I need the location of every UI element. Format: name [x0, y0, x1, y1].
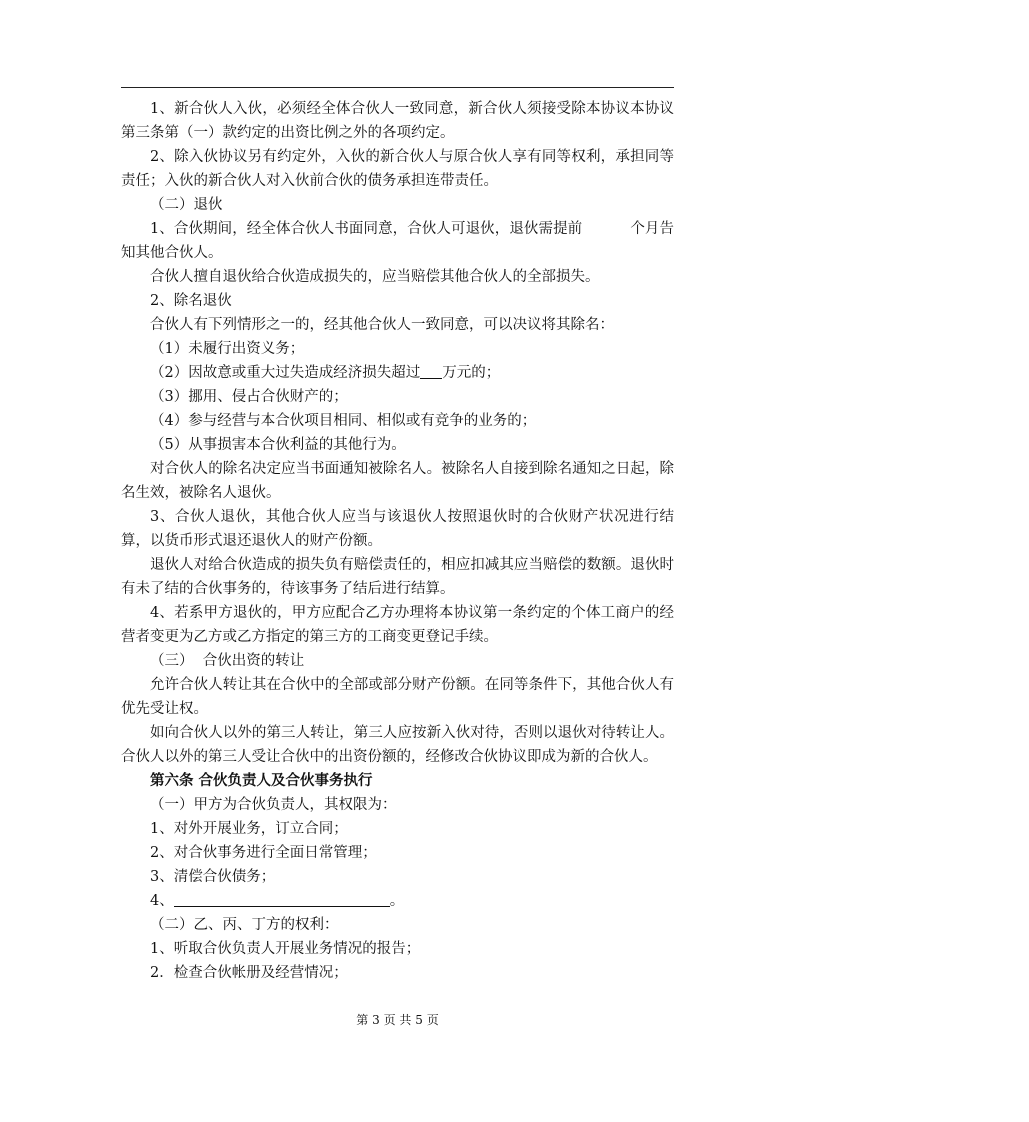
page-footer [121, 1012, 674, 1028]
paragraph-new-partner-rights: 2、除入伙协议另有约定外，入伙的新合伙人与原合伙人享有同等权利，承担同等责任；入伙的新合伙人对入伙前合伙的债务承担连带责任。 [121, 149, 674, 189]
list-item-rights-1: 1、听取合伙负责人开展业务情况的报告； [150, 941, 421, 957]
document-body [121, 97, 674, 985]
blank-amount [420, 361, 442, 379]
paragraph-other-parties-rights: （二）乙、丙、丁方的权利： [150, 917, 339, 933]
list-item-expulsion-5: （5）从事损害本合伙利益的其他行为。 [150, 437, 406, 453]
page-unit: 页 [383, 1013, 396, 1027]
paragraph-expulsion-conditions: 合伙人有下列情形之一的，经其他合伙人一致同意，可以决议将其除名： [150, 317, 614, 333]
article-six-heading: 第六条 合伙负责人及合伙事务执行 [150, 772, 373, 789]
paragraph-third-party-transfer: 如向合伙人以外的第三人转让，第三人应按新入伙对待，否则以退伙对待转让人。合伙人以外的第三人受让合伙中的出资份额的，经修改合伙协议即成为新的合伙人。 [121, 725, 674, 765]
paragraph-withdrawal-settlement: 3、合伙人退伙，其他合伙人应当与该退伙人按照退伙时的合伙财产状况进行结算，以货币形式退还退伙人的财产份额。 [121, 509, 674, 549]
page-number: 3 [372, 1013, 380, 1027]
paragraph-party-a-withdrawal: 4、若系甲方退伙的，甲方应配合乙方办理将本协议第一条约定的个体工商户的经营者变更为乙方或乙方指定的第三方的工商变更登记手续。 [121, 605, 674, 645]
paragraph-transfer-right: 允许合伙人转让其在合伙中的全部或部分财产份额。在同等条件下，其他合伙人有优先受让权。 [121, 677, 674, 717]
list-item-rights-2: 2．检查合伙帐册及经营情况； [150, 965, 348, 981]
paragraph-expulsion-notice: 对合伙人的除名决定应当书面通知被除名人。被除名人自接到除名通知之日起，除名生效，被除名人退伙。 [121, 461, 674, 501]
list-item-authority-3: 3、清偿合伙债务； [150, 869, 276, 885]
list-item-authority-2: 2、对合伙事务进行全面日常管理； [150, 845, 377, 861]
footer-prefix: 第 [356, 1013, 369, 1027]
paragraph-withdrawal-notice: 1、合伙期间，经全体合伙人书面同意，合伙人可退伙，退伙需提前 个月告知其他合伙人。 [121, 221, 675, 261]
list-item-expulsion-4: （4）参与经营与本合伙项目相同、相似或有竞争的业务的； [150, 413, 537, 429]
total-prefix: 共 [399, 1013, 412, 1027]
list-item-expulsion-1: （1）未履行出资义务； [150, 341, 305, 357]
paragraph-unauthorized-withdrawal: 合伙人擅自退伙给合伙造成损失的，应当赔偿其他合伙人的全部损失。 [150, 269, 600, 285]
paragraph-new-partner-consent: 1、新合伙人入伙，必须经全体合伙人一致同意，新合伙人须接受除本协议本协议第三条第（一）款约定的出资比例之外的各项约定。 [121, 101, 674, 141]
blank-authority [174, 889, 390, 907]
paragraph-withdrawal-compensation: 退伙人对给合伙造成的损失负有赔偿责任的，相应扣减其应当赔偿的数额。退伙时有未了结的合伙事务的，待该事务了结后进行结算。 [121, 557, 674, 597]
total-pages: 5 [415, 1013, 423, 1027]
list-item-expulsion-2: （2）因故意或重大过失造成经济损失超过 万元的； [121, 361, 674, 385]
section-heading-withdrawal: （二）退伙 [150, 197, 223, 213]
section-heading-transfer: （三） 合伙出资的转让 [150, 653, 305, 669]
subheading-expulsion: 2、除名退伙 [150, 293, 232, 309]
list-item-authority-4: 4、 。 [121, 889, 674, 913]
list-item-expulsion-3: （3）挪用、侵占合伙财产的； [150, 389, 348, 405]
list-item-authority-1: 1、对外开展业务，订立合同； [150, 821, 348, 837]
paragraph-party-a-authority: （一）甲方为合伙负责人，其权限为： [150, 797, 397, 813]
header-rule [121, 87, 674, 88]
total-unit: 页 [426, 1013, 439, 1027]
